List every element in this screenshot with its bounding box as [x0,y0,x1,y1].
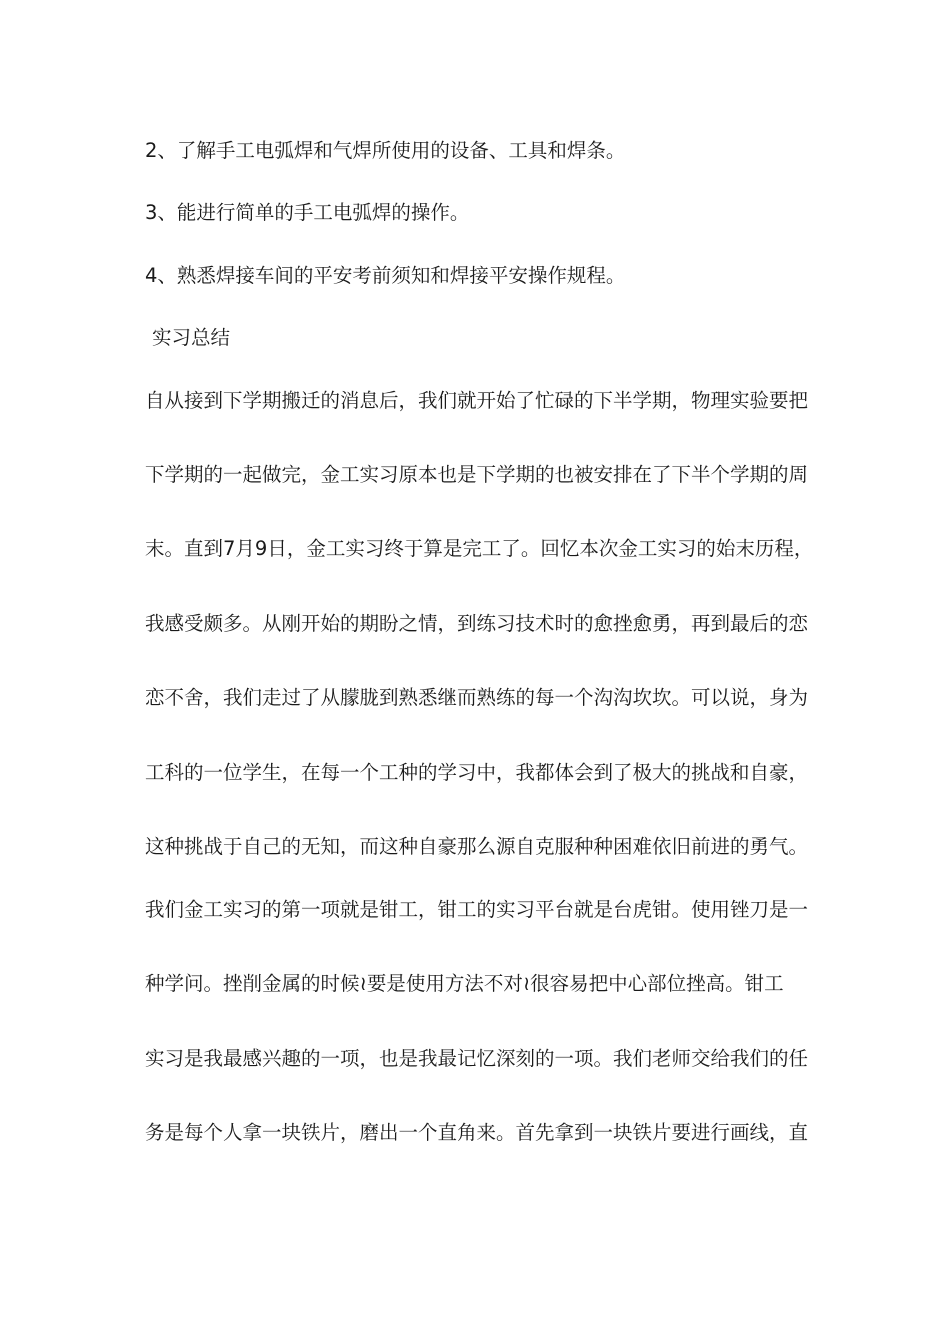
list-item-4: 4、熟悉焊接车间的平安考前须知和焊接平安操作规程。 [145,264,626,287]
paragraph-line: 实习是我最感兴趣的一项，也是我最记忆深刻的一项。我们老师交给我们的任 [145,1047,809,1070]
paragraph-line: 务是每个人拿一块铁片，磨出一个直角来。首先拿到一块铁片要进行画线，直 [145,1121,809,1144]
section-title: 实习总结 [152,326,231,349]
paragraph-line: 种学问。挫削金属的时候≀要是使用方法不对≀很容易把中心部位挫高。钳工 [145,972,784,995]
paragraph-line: 我们金工实习的第一项就是钳工，钳工的实习平台就是台虎钳。使用锉刀是一 [145,898,809,921]
paragraph-line: 自从接到下学期搬迁的消息后，我们就开始了忙碌的下半学期，物理实验要把 [145,389,809,412]
paragraph-line: 恋不舍，我们走过了从朦胧到熟悉继而熟练的每一个沟沟坎坎。可以说，身为 [145,686,809,709]
paragraph-line: 工科的一位学生，在每一个工种的学习中，我都体会到了极大的挑战和自豪， [145,761,809,784]
list-item-3: 3、能进行简单的手工电弧焊的操作。 [145,201,470,224]
paragraph-line: 末。直到7月9日，金工实习终于算是完工了。回忆本次金工实习的始末历程， [145,537,814,560]
paragraph-line: 我感受颇多。从刚开始的期盼之情，到练习技术时的愈挫愈勇，再到最后的恋 [145,612,809,635]
list-item-2: 2、了解手工电弧焊和气焊所使用的设备、工具和焊条。 [145,139,626,162]
paragraph-line: 下学期的一起做完，金工实习原本也是下学期的也被安排在了下半个学期的周 [145,463,809,486]
paragraph-line: 这种挑战于自己的无知，而这种自豪那么源自克服种种困难依旧前进的勇气。 [145,835,809,858]
